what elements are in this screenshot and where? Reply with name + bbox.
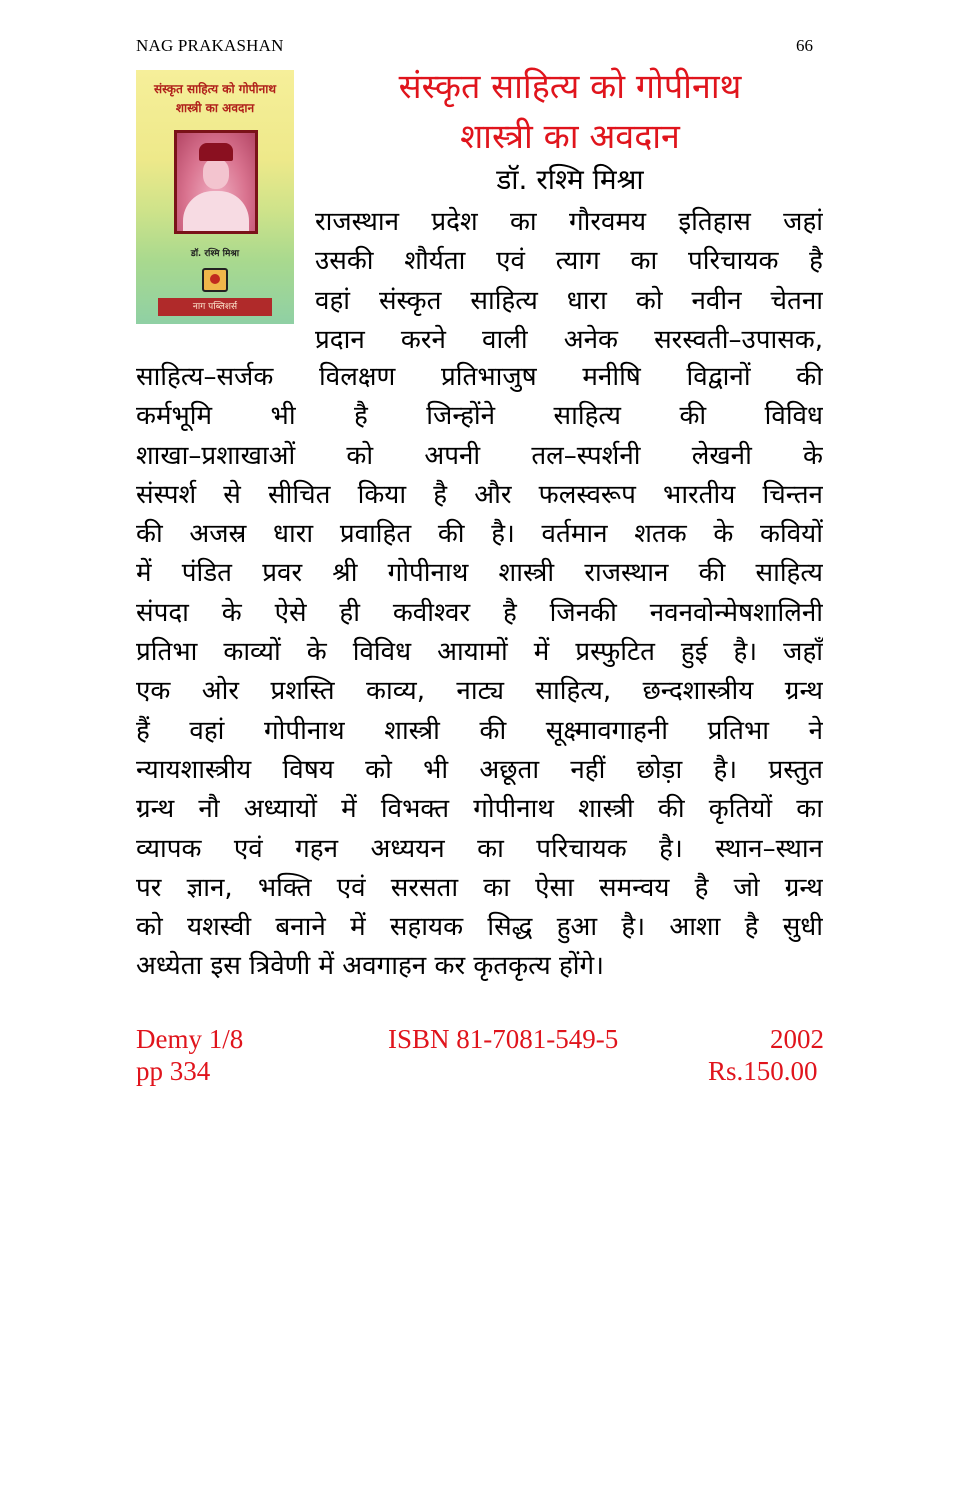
book-cover-image [136, 70, 294, 324]
book-author: डॉ. रश्मि मिश्रा [496, 163, 644, 196]
page-number: 66 [796, 36, 813, 55]
description-line: न्यायशास्त्रीय विषय को भी अछूता नहीं छोड़ा है। प्रस्तुत [136, 754, 823, 785]
cover-title [136, 80, 294, 118]
description-line: साहित्य–सर्जक विलक्षण प्रतिभाजुष मनीषि विद्वानों की [136, 362, 823, 392]
description-wide [136, 358, 823, 987]
cover-publisher: नाग पब्लिशर्स [158, 298, 272, 316]
book-format: Demy 1/8 [136, 1024, 244, 1054]
description-line: कर्मभूमि भी है जिन्होंने साहित्य की विविध [136, 401, 823, 432]
description-line: में पंडित प्रवर श्री गोपीनाथ शास्त्री राजस्थान की साहित्य [136, 558, 823, 589]
cover-author: डॉ. रश्मि मिश्रा [190, 249, 240, 259]
book-isbn: ISBN 81-7081-549-5 [388, 1024, 619, 1054]
publisher-logo-icon [202, 268, 228, 292]
description-line: पर ज्ञान, भक्ति एवं सरसता का ऐसा समन्वय है जो ग्रन्थ [136, 872, 823, 903]
description-line: प्रदान करने वाली अनेक सरस्वती–उपासक, [315, 324, 823, 355]
description-narrow [315, 203, 823, 360]
cover-portrait [174, 130, 258, 234]
description-line: एक ओर प्रशस्ति काव्य, नाट्य साहित्य, छन्दशास्त्रीय ग्रन्थ [136, 676, 823, 707]
description-line: राजस्थान प्रदेश का गौरवमय इतिहास जहां [315, 207, 823, 237]
book-title-line2: शास्त्री का अवदान [460, 117, 680, 157]
publisher-header: NAG PRAKASHAN [136, 36, 284, 55]
description-line: उसकी शौर्यता एवं त्याग का परिचायक है [315, 246, 823, 277]
description-line: शाखा–प्रशाखाओं को अपनी तल–स्पर्शनी लेखनी के [136, 440, 823, 471]
description-line: को यशस्वी बनाने में सहायक सिद्ध हुआ है। आशा है सुधी [136, 912, 823, 943]
cover-title-line2: शास्त्री का अवदान [175, 101, 255, 115]
description-line: व्यापक एवं गहन अध्ययन का परिचायक है। स्थान–स्थान [136, 833, 823, 864]
cover-title-line1: संस्कृत साहित्य को गोपीनाथ [153, 82, 277, 96]
publication-year: 2002 [770, 1024, 824, 1054]
description-line: प्रतिभा काव्यों के विविध आयामों में प्रस्फुटित हुई है। जहाँ [136, 637, 823, 668]
description-line: संपदा के ऐसे ही कवीश्वर है जिनकी नवनवोन्मेषशालिनी [136, 597, 823, 628]
description-line: हैं वहां गोपीनाथ शास्त्री की सूक्ष्मावगाहनी प्रतिभा ने [136, 715, 823, 746]
description-line: अध्येता इस त्रिवेणी में अवगाहन कर कृतकृत्य होंगे। [136, 951, 605, 982]
description-line: संस्पर्श से सीचित किया है और फलस्वरूप भारतीय चिन्तन [136, 479, 823, 510]
book-title-line1: संस्कृत साहित्य को गोपीनाथ [398, 67, 742, 107]
book-price: Rs.150.00 [708, 1056, 818, 1086]
page-count: pp 334 [136, 1056, 211, 1086]
description-line: ग्रन्थ नौ अध्यायों में विभक्त गोपीनाथ शास्त्री की कृतियों का [136, 794, 823, 825]
description-line: वहां संस्कृत साहित्य धारा को नवीन चेतना [315, 285, 823, 316]
description-line: की अजस्र धारा प्रवाहित की है। वर्तमान शतक के कवियों [136, 519, 823, 550]
